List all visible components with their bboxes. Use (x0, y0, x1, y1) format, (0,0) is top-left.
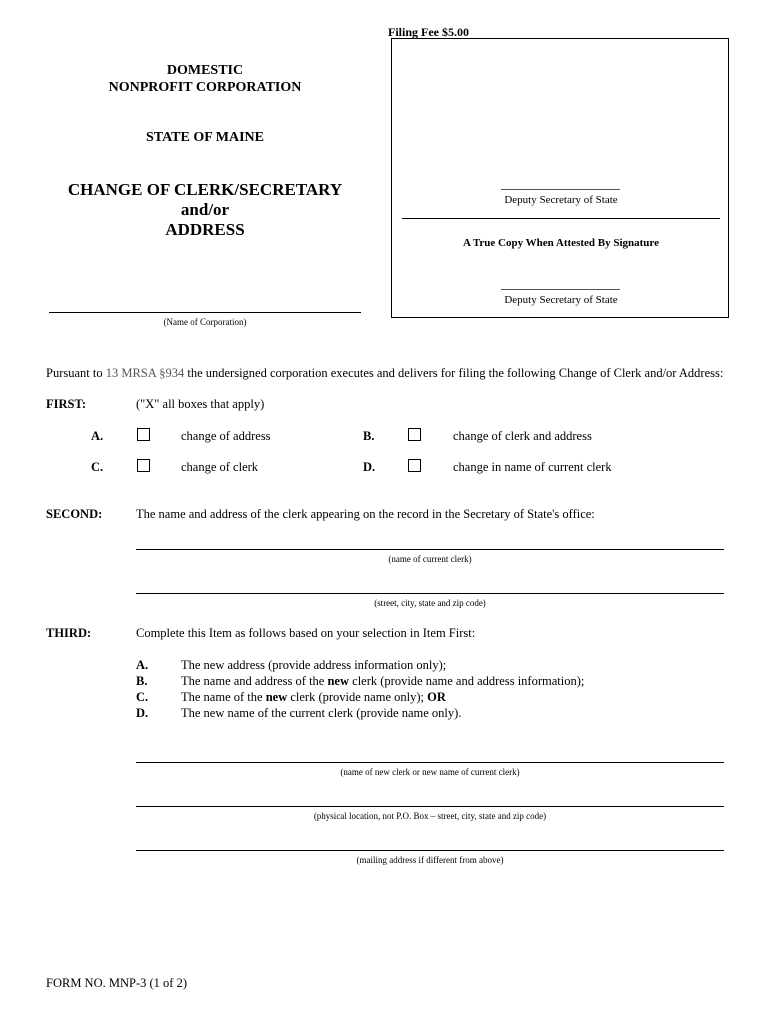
list-item (136, 689, 584, 705)
option-c-letter: C. (91, 460, 104, 474)
list-item-text-part: clerk (provide name only); (287, 690, 428, 704)
filing-stamp-box (391, 38, 729, 318)
form-category (40, 62, 370, 96)
title-line-nonprofit: NONPROFIT CORPORATION (108, 80, 302, 95)
form-number: FORM NO. MNP-3 (1 of 2) (46, 976, 187, 990)
filing-fee: Filing Fee $5.00 (388, 25, 469, 39)
form-title-line-3: ADDRESS (165, 220, 245, 239)
mailing-address-caption: (mailing address if different from above) (356, 855, 504, 865)
second-text: The name and address of the clerk appearing on the record in the Secretary of State's office: (136, 507, 595, 521)
third-label: THIRD: (46, 626, 92, 640)
current-clerk-name-caption: (name of current clerk) (388, 554, 472, 564)
second-label: SECOND: (46, 507, 103, 521)
list-item (136, 705, 584, 721)
deputy-label-1: Deputy Secretary of State (504, 194, 618, 206)
list-item (136, 673, 584, 689)
option-a-text: change of address (181, 429, 271, 443)
first-label: FIRST: (46, 397, 87, 411)
deputy-label-2: Deputy Secretary of State (504, 294, 618, 306)
list-item-text (181, 705, 461, 721)
list-item-letter: A. (136, 658, 149, 672)
physical-location-caption: (physical location, not P.O. Box – street, city, state and zip code) (313, 811, 547, 821)
option-b-text: change of clerk and address (453, 429, 592, 443)
corporation-name-caption: (Name of Corporation) (163, 317, 247, 327)
deputy-signature-line-2[interactable] (501, 289, 620, 290)
deputy-signature-line-1[interactable] (501, 189, 620, 190)
statute-link[interactable]: 13 MRSA §934 (105, 366, 185, 380)
list-item-emphasis: new (265, 690, 288, 704)
first-instruction: ("X" all boxes that apply) (136, 397, 265, 411)
list-item-letter: D. (136, 706, 149, 720)
form-title-line-1: CHANGE OF CLERK/SECRETARY (67, 180, 343, 199)
title-line-domestic: DOMESTIC (166, 63, 244, 78)
mailing-address-line[interactable] (136, 850, 724, 851)
option-b-checkbox[interactable] (408, 428, 421, 441)
list-item-text-part: clerk (provide name and address information); (349, 674, 585, 688)
list-item-text (181, 673, 584, 689)
list-item-emphasis: new (327, 674, 350, 688)
corporation-name-line[interactable] (49, 312, 361, 313)
intro-suffix: the undersigned corporation executes and delivers for filing the following Change of Clerk and/or Address: (184, 366, 724, 380)
current-clerk-address-line[interactable] (136, 593, 724, 594)
option-d-text: change in name of current clerk (453, 460, 612, 474)
third-text: Complete this Item as follows based on your selection in Item First: (136, 626, 476, 640)
option-d-letter: D. (363, 460, 376, 474)
list-item-letter: B. (136, 674, 148, 688)
list-item-text-part: The new name of the current clerk (provide name only). (181, 706, 462, 720)
intro-paragraph (46, 366, 723, 381)
form-title (40, 180, 370, 240)
list-item (136, 657, 584, 673)
stamp-divider (402, 218, 720, 219)
list-item-text (181, 657, 446, 673)
current-clerk-address-caption: (street, city, state and zip code) (374, 598, 486, 608)
intro-prefix: Pursuant to (46, 366, 106, 380)
list-item-text-part: The new address (provide address information only); (181, 658, 447, 672)
option-a-letter: A. (91, 429, 104, 443)
state-title: STATE OF MAINE (146, 130, 264, 145)
form-title-line-2: and/or (180, 200, 230, 219)
third-instructions-list (136, 657, 584, 721)
option-a-checkbox[interactable] (137, 428, 150, 441)
option-b-letter: B. (363, 429, 375, 443)
true-copy-label: A True Copy When Attested By Signature (463, 237, 659, 249)
list-item-emphasis: OR (427, 690, 446, 704)
list-item-text-part: The name of the (181, 690, 266, 704)
new-clerk-name-line[interactable] (136, 762, 724, 763)
physical-location-line[interactable] (136, 806, 724, 807)
list-item-letter: C. (136, 690, 149, 704)
option-d-checkbox[interactable] (408, 459, 421, 472)
list-item-text-part: The name and address of the (181, 674, 328, 688)
current-clerk-name-line[interactable] (136, 549, 724, 550)
option-c-checkbox[interactable] (137, 459, 150, 472)
option-c-text: change of clerk (181, 460, 259, 474)
list-item-text (181, 689, 446, 705)
new-clerk-name-caption: (name of new clerk or new name of current clerk) (340, 767, 520, 777)
